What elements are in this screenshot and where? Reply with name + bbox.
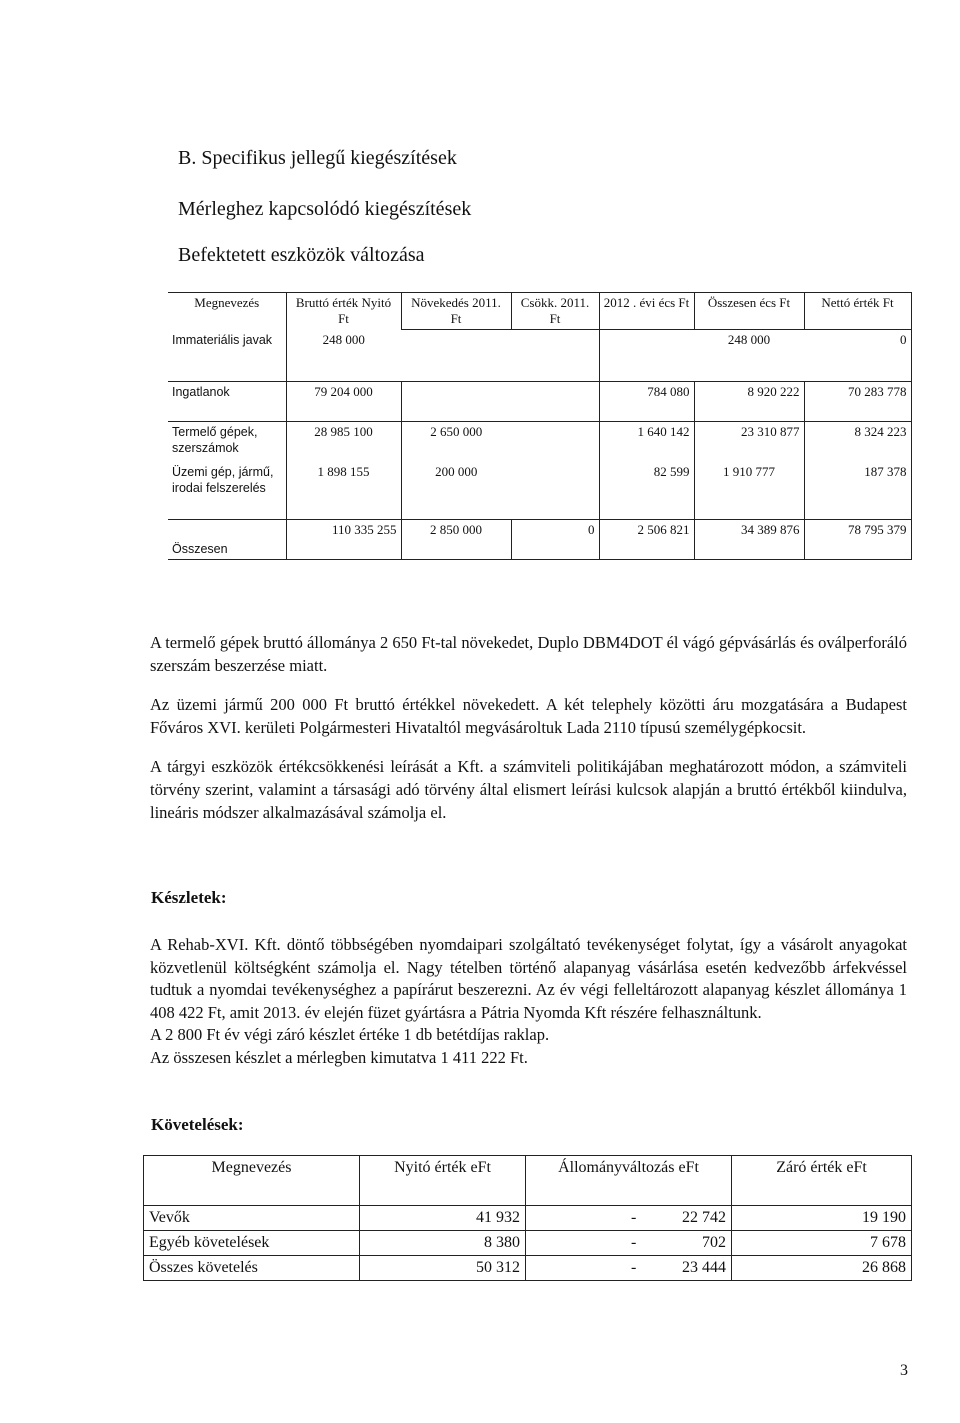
cell: 82 599 (599, 462, 694, 520)
fixed-assets-table (168, 292, 912, 560)
cell: 23 310 877 (694, 422, 804, 462)
col-header: Záró érték eFt (732, 1156, 912, 1206)
cell: 110 335 255 (286, 520, 401, 560)
cell: 248 000 (286, 330, 401, 382)
cell: 248 000 (694, 330, 804, 382)
table-row (144, 1231, 912, 1256)
row-label: Egyéb követelések (144, 1231, 360, 1256)
cell: 8 380 (360, 1231, 526, 1256)
row-label: Vevők (144, 1206, 360, 1231)
table-row (168, 462, 911, 520)
cell (526, 1206, 732, 1231)
row-label: Ingatlanok (168, 382, 286, 422)
assets-notes (150, 631, 907, 840)
row-label: Összesen (168, 520, 286, 560)
cell: 200 000 (401, 462, 511, 520)
col-header: Növekedés 2011. Ft (401, 293, 511, 330)
cell (511, 462, 599, 520)
cell: 0 (804, 330, 911, 382)
cell: 28 985 100 (286, 422, 401, 462)
col-header: Összesen écs Ft (694, 293, 804, 330)
minus-sign: - (631, 1209, 637, 1226)
cell: 78 795 379 (804, 520, 911, 560)
paragraph: A termelő gépek bruttó állománya 2 650 Ft-tal növekedet, Duplo DBM4DOT él vágó gépvásárlás és oválperforáló szerszám beszerzése miatt. (150, 633, 907, 675)
cell (511, 382, 599, 422)
col-header: Megnevezés (144, 1156, 360, 1206)
cell (511, 330, 599, 382)
fixed-assets-heading: Befektetett eszközök változása (178, 244, 425, 266)
cell: 187 378 (804, 462, 911, 520)
cell: 34 389 876 (694, 520, 804, 560)
table-header-row (168, 293, 911, 330)
cell: 19 190 (732, 1206, 912, 1231)
table-row (168, 382, 911, 422)
cell: 784 080 (599, 382, 694, 422)
cell: 70 283 778 (804, 382, 911, 422)
paragraph: Az összesen készlet a mérlegben kimutatva 1 411 222 Ft. (150, 1047, 528, 1067)
change-value: 23 444 (682, 1259, 726, 1276)
cell: 2 506 821 (599, 520, 694, 560)
table-header-row (144, 1156, 912, 1206)
cell: 1 640 142 (599, 422, 694, 462)
row-label: Üzemi gép, jármű, irodai felszerelés (172, 464, 274, 495)
cell (599, 330, 694, 382)
col-header: Csökk. 2011. Ft (511, 293, 599, 330)
paragraph: A Rehab-XVI. Kft. döntő többségében nyomdaipari szolgáltató tevékenységet folytat, így a vásárolt anyagokat közvetlenül költségként számolja el. Nagy tételben történő alapanyag vásárlása esetén kedvezőbb árfekvéssel tudtuk a nyomdai tevékenységhez a papírárut beszerezni. Az év végi felleltározott alapanyag készlet állománya 1 408 422 Ft, amit 2013. év elején füzet gyártásra a Pátria Nyomda Kft részére felhasználtunk. (150, 935, 907, 1022)
balance-heading: Mérleghez kapcsolódó kiegészítések (178, 198, 472, 220)
row-label: Immateriális javak (172, 332, 273, 347)
cell (526, 1231, 732, 1256)
cell: 1 910 777 (694, 462, 804, 520)
cell: 8 324 223 (804, 422, 911, 462)
change-value: 702 (702, 1234, 726, 1251)
cell (511, 422, 599, 462)
table-row (144, 1206, 912, 1231)
page-number: 3 (900, 1362, 908, 1379)
table-row (144, 1256, 912, 1281)
table-row (168, 422, 911, 462)
cell: 41 932 (360, 1206, 526, 1231)
inventory-heading: Készletek: (151, 888, 227, 907)
section-heading: B. Specifikus jellegű kiegészítések (178, 147, 457, 169)
paragraph: A tárgyi eszközök értékcsökkenési leírását a Kft. a számviteli politikájában meghatározott módon, a számviteli törvény szerint, valamint a társasági adó törvény által elismert leírási kulcsok alapján a bruttó értékből kiindulva, lineáris módszer alkalmazásával számolja el. (150, 757, 907, 822)
col-header: Bruttó érték Nyitó Ft (286, 293, 401, 330)
cell: 79 204 000 (286, 382, 401, 422)
row-label: Összes követelés (144, 1256, 360, 1281)
paragraph: A 2 800 Ft év végi záró készlet értéke 1 db betétdíjas raklap. (150, 1025, 550, 1044)
col-header: Nyitó érték eFt (360, 1156, 526, 1206)
cell: 26 868 (732, 1256, 912, 1281)
cell: 1 898 155 (286, 462, 401, 520)
col-header: Megnevezés (168, 293, 286, 330)
cell (401, 330, 511, 382)
change-value: 22 742 (682, 1209, 726, 1226)
cell: 2 650 000 (401, 422, 511, 462)
claims-heading: Követelések: (151, 1115, 244, 1134)
claims-table (143, 1155, 912, 1281)
cell (526, 1256, 732, 1281)
cell: 2 850 000 (401, 520, 511, 560)
paragraph: Az üzemi jármű 200 000 Ft bruttó értékkel növekedett. A két telephely közötti áru mozgatására a Budapest Főváros XVI. kerületi Polgármesteri Hivataltól megvásároltuk Lada 2110 típusú személygépkocsit. (150, 695, 907, 737)
minus-sign: - (631, 1234, 637, 1251)
col-header: 2012 . évi écs Ft (599, 293, 694, 330)
minus-sign: - (631, 1259, 637, 1276)
cell: 50 312 (360, 1256, 526, 1281)
cell: 7 678 (732, 1231, 912, 1256)
cell: 0 (511, 520, 599, 560)
col-header: Nettó érték Ft (804, 293, 911, 330)
col-header: Állományváltozás eFt (526, 1156, 732, 1206)
cell (401, 382, 511, 422)
cell: 8 920 222 (694, 382, 804, 422)
table-row (168, 520, 911, 560)
row-label: Termelő gépek, szerszámok (168, 422, 286, 462)
table-row (168, 330, 911, 382)
inventory-notes (150, 934, 907, 1069)
